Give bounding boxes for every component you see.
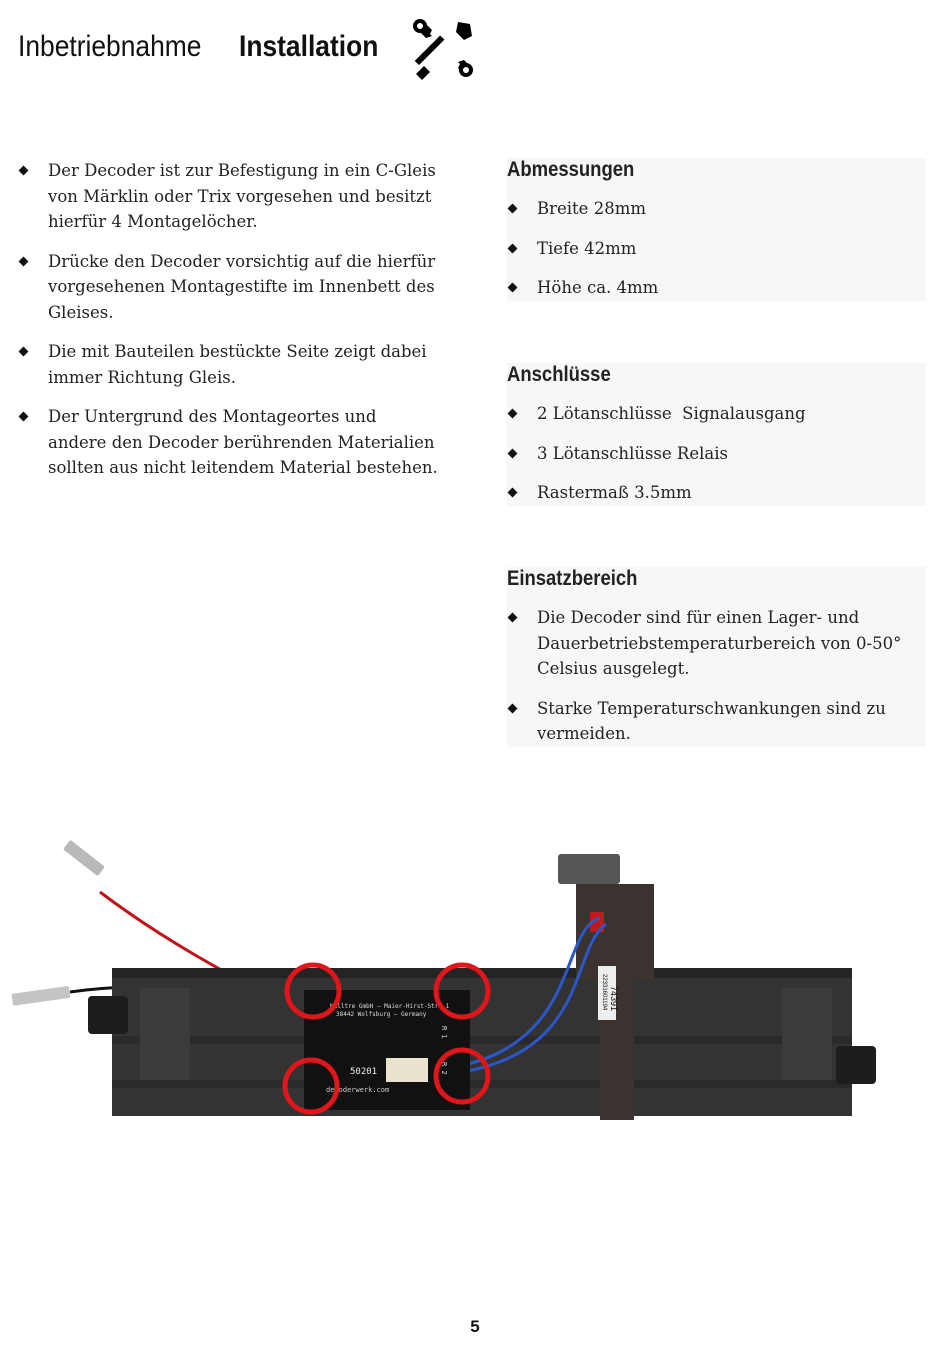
track-end-left [140, 988, 190, 1080]
bullet-icon [19, 166, 29, 176]
panel-connections [507, 363, 926, 506]
list-item: Tiefe 42mm [507, 236, 926, 262]
list-item: 3 Lötanschlüsse Relais [507, 441, 926, 467]
panel-title: Abmessungen [507, 158, 635, 181]
list-item: Die mit Bauteilen bestückte Seite zeigt dabei immer Richtung Gleis. [18, 339, 438, 390]
board-text: 38442 Wolfsburg – Germany [336, 1011, 427, 1018]
board-model: 50201 [350, 1067, 378, 1077]
track-code: 22331601194 [601, 974, 607, 1011]
installation-instructions [18, 158, 438, 495]
bullet-icon [19, 412, 29, 422]
track-coupler-left [88, 996, 128, 1034]
bullet-icon [508, 448, 518, 458]
list-item: Rastermaß 3.5mm [507, 480, 926, 506]
track-rail [112, 1036, 852, 1044]
list-item: 2 Lötanschlüsse Signalausgang [507, 401, 926, 427]
bullet-icon [508, 243, 518, 253]
list-item: Drücke den Decoder vorsichtig auf die hierfür vorgesehenen Montagestifte im Innenbett des Gleises. [18, 249, 438, 326]
bullet-icon [508, 488, 518, 498]
bullet-icon [508, 613, 518, 623]
board-text: Nulltre GmbH – Maier-Hirst-Str. 1 [330, 1003, 450, 1010]
section-title: Inbetriebnahme [18, 30, 202, 63]
panel-operating-range [507, 567, 926, 747]
board-r2: R 2 [440, 1062, 448, 1075]
list-item: Der Decoder ist zur Befestigung in ein C-Gleis von Märklin oder Trix vorgesehen und besitzt hierfür 4 Montagelöcher. [18, 158, 438, 235]
track-rail [112, 1080, 852, 1088]
relay-connector [558, 854, 620, 884]
board-relay [386, 1058, 428, 1082]
list-item: Starke Temperaturschwankungen sind zu vermeiden. [507, 696, 906, 747]
list-item: Der Untergrund des Montageortes und andere den Decoder berührenden Materialien sollten aus nicht leitendem Material bestehen. [18, 404, 438, 481]
panel-title: Einsatzbereich [507, 567, 638, 590]
page-number: 5 [470, 1317, 480, 1336]
page-title: Installation [239, 30, 379, 63]
list-item: Höhe ca. 4mm [507, 275, 926, 301]
track-coupler-right [836, 1046, 876, 1084]
bullet-icon [508, 703, 518, 713]
red-wire-connector [63, 840, 105, 876]
bullet-icon [19, 256, 29, 266]
panel-title: Anschlüsse [507, 363, 611, 386]
board-r1: R 1 [440, 1026, 448, 1039]
bullet-icon [508, 204, 518, 214]
list-item: Die Decoder sind für einen Lager- und Dauerbetriebstemperaturbereich von 0-50° Celsius ausgelegt. [507, 605, 906, 682]
relay-post [576, 884, 654, 980]
bullet-icon [19, 347, 29, 357]
tools-icon [410, 18, 476, 84]
board-url: decoderwerk.com [326, 1086, 390, 1094]
bullet-icon [508, 409, 518, 419]
list-item: Breite 28mm [507, 196, 926, 222]
track-end-right [782, 988, 832, 1080]
bullet-icon [508, 283, 518, 293]
panel-dimensions [507, 158, 926, 301]
black-wire-connector [11, 986, 70, 1006]
track-label: 74391 [609, 986, 619, 1012]
decoder-mounting-photo [0, 840, 950, 1140]
